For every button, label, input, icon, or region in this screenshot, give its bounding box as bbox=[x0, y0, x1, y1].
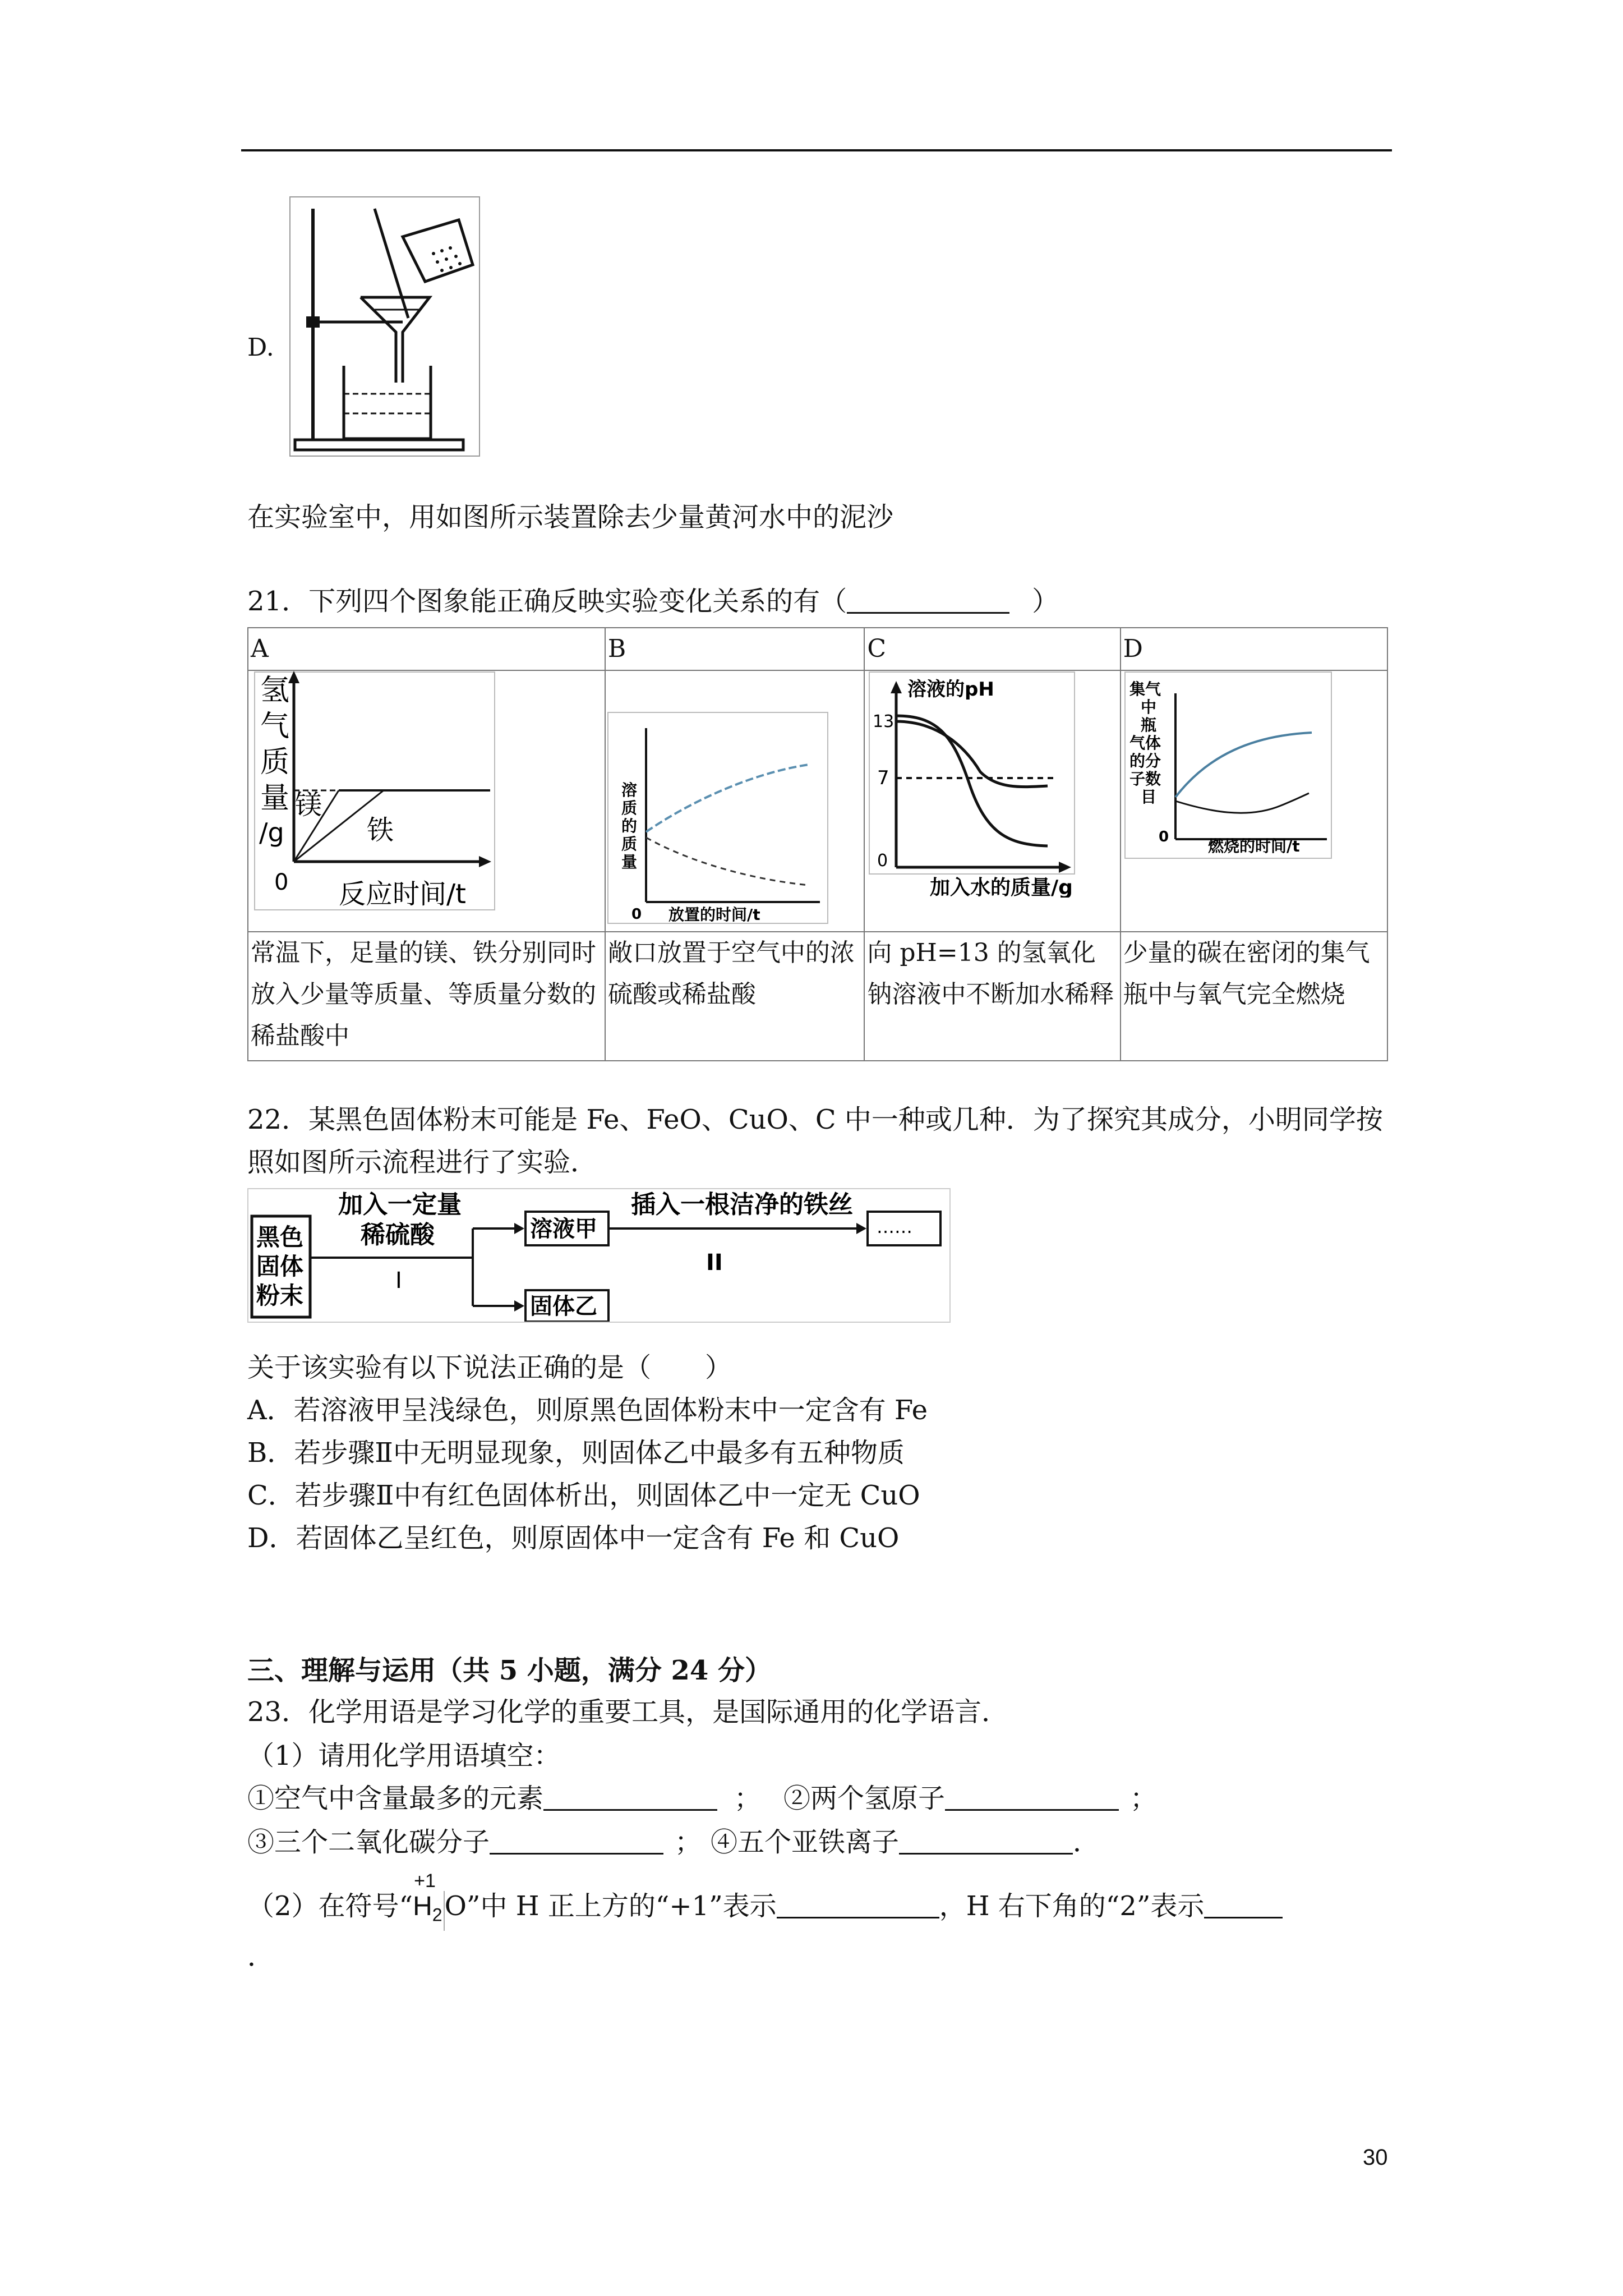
q23-blank2[interactable] bbox=[945, 1784, 1119, 1811]
graph-d-ylabel-6: 子数 bbox=[1129, 770, 1161, 788]
flow-step1: I bbox=[395, 1268, 402, 1294]
graph-a-ylabel-5: /g bbox=[259, 817, 284, 848]
graph-b-ylabel-3: 的 bbox=[621, 817, 638, 835]
q21-caption-d: 少量的碳在密闭的集气瓶中与氧气完全燃烧 bbox=[1121, 932, 1387, 1061]
graph-b-ylabel-2: 质 bbox=[621, 799, 638, 817]
q22-flow-diagram bbox=[247, 1188, 951, 1323]
flow-start-line3: 粉末 bbox=[256, 1282, 304, 1309]
q20-option-d-label: D. bbox=[247, 333, 274, 362]
graph-d bbox=[1124, 671, 1332, 859]
graph-c-tick-7: 7 bbox=[877, 767, 889, 789]
graph-d-origin: 0 bbox=[1159, 829, 1169, 845]
flow-reagent2: 插入一根洁净的铁丝 bbox=[631, 1190, 853, 1219]
graph-b bbox=[607, 711, 829, 924]
q23-blank5[interactable] bbox=[777, 1892, 939, 1918]
q23-sep3: ； bbox=[675, 1826, 702, 1858]
q23-item3: ③三个二氧化碳分子 bbox=[247, 1826, 490, 1858]
q23-part2-b: ”中 H 正上方的“+1”表示 bbox=[466, 1890, 777, 1922]
filtration-apparatus-drawing bbox=[291, 197, 479, 455]
section3-title: 三、理解与运用（共 5 小题，满分 24 分） bbox=[247, 1655, 772, 1686]
flow-result: …… bbox=[877, 1216, 912, 1237]
q21-stem bbox=[247, 586, 1059, 617]
q23-end: ． bbox=[1073, 1826, 1100, 1858]
q23-symbol-sup: +1 bbox=[414, 1870, 436, 1892]
q21-stem-text: 21．下列四个图象能正确反映实验变化关系的有（ bbox=[247, 586, 847, 617]
graph-d-svg bbox=[1124, 671, 1332, 859]
graph-d-ylabel-4: 气体 bbox=[1129, 734, 1161, 752]
graph-a-origin: 0 bbox=[274, 869, 289, 895]
q22-option-c[interactable]: C．若步骤Ⅱ中有红色固体析出，则固体乙中一定无 CuO bbox=[247, 1480, 920, 1511]
flow-solution: 溶液甲 bbox=[530, 1216, 597, 1242]
graph-b-svg bbox=[607, 711, 829, 924]
q23-part2-c: ，H 右下角的“2”表示 bbox=[939, 1890, 1205, 1922]
q21-col-a-header: A bbox=[248, 628, 605, 670]
page-number: 30 bbox=[1363, 2145, 1388, 2170]
graph-a-xlabel: 反应时间/t bbox=[339, 878, 466, 910]
q21-col-b-header: B bbox=[605, 628, 865, 670]
flow-start-line1: 黑色 bbox=[256, 1223, 304, 1251]
graph-a bbox=[249, 671, 496, 911]
q23-part2-a: （2）在符号“ bbox=[247, 1890, 413, 1922]
q23-symbol-tail: O bbox=[444, 1890, 467, 1922]
flow-start-line2: 固体 bbox=[256, 1253, 304, 1280]
graph-b-ylabel-5: 量 bbox=[621, 853, 638, 871]
flow-solid: 固体乙 bbox=[530, 1294, 597, 1319]
graph-c-ylabel: 溶液的pH bbox=[907, 678, 994, 701]
q22-stem-line1: 22．某黑色固体粉末可能是 Fe、FeO、CuO、C 中一种或几种．为了探究其成分，小明同学按 bbox=[247, 1104, 1383, 1135]
q20-option-d-caption: 在实验室中，用如图所示装置除去少量黄河水中的泥沙 bbox=[247, 501, 894, 533]
q23-sep1: ； bbox=[734, 1783, 762, 1814]
q23-part2 bbox=[247, 1870, 1283, 1931]
graph-d-ylabel-1: 集气 bbox=[1129, 680, 1161, 698]
q23-blank1[interactable] bbox=[543, 1784, 717, 1811]
graph-c-tick-13: 13 bbox=[873, 712, 895, 731]
graph-a-ylabel-4: 量 bbox=[260, 781, 290, 815]
q21-caption-c: 向 pH=13 的氢氧化钠溶液中不断加水稀释 bbox=[864, 932, 1120, 1061]
flow-step2: II bbox=[706, 1250, 723, 1276]
graph-a-label-mg: 镁 bbox=[295, 789, 322, 821]
q21-answer-blank[interactable] bbox=[847, 587, 1009, 614]
graph-c bbox=[868, 671, 1076, 898]
q22-question: 关于该实验有以下说法正确的是（ ） bbox=[247, 1352, 732, 1383]
q23-item2: ②两个氢原子 bbox=[783, 1783, 946, 1814]
graph-c-xlabel: 加入水的质量/g bbox=[930, 876, 1073, 898]
q23-symbol-main: H bbox=[413, 1892, 432, 1921]
graph-d-ylabel-2: 中 bbox=[1141, 698, 1157, 716]
graph-b-origin: 0 bbox=[631, 906, 642, 923]
graph-b-ylabel-4: 质 bbox=[621, 835, 638, 853]
q22-flow-svg bbox=[248, 1189, 949, 1322]
q23-stem: 23．化学用语是学习化学的重要工具，是国际通用的化学语言． bbox=[247, 1696, 1009, 1728]
q22-stem-line2: 照如图所示流程进行了实验． bbox=[247, 1147, 598, 1178]
graph-c-origin: 0 bbox=[877, 851, 888, 871]
q23-row2 bbox=[247, 1826, 1100, 1858]
q21-stem-close: ） bbox=[1032, 586, 1059, 617]
q23-symbol-sub: 2 bbox=[432, 1904, 442, 1925]
q23-blank4[interactable] bbox=[899, 1828, 1073, 1855]
q22-option-a[interactable]: A．若溶液甲呈浅绿色，则原黑色固体粉末中一定含有 Fe bbox=[247, 1395, 928, 1426]
q23-trailing-dot: ． bbox=[247, 1941, 275, 1972]
graph-a-label-fe: 铁 bbox=[367, 815, 394, 846]
graph-b-xlabel: 放置的时间/t bbox=[668, 905, 760, 924]
q23-sep2: ； bbox=[1130, 1783, 1158, 1814]
q23-blank6[interactable] bbox=[1204, 1892, 1283, 1918]
q23-item4: ④五个亚铁离子 bbox=[711, 1826, 900, 1858]
graph-a-ylabel-1: 氢 bbox=[260, 674, 290, 707]
q23-symbol bbox=[413, 1870, 444, 1931]
q21-caption-b: 敞口放置于空气中的浓硫酸或稀盐酸 bbox=[605, 932, 865, 1061]
filtration-apparatus-figure bbox=[289, 196, 480, 457]
q23-row1 bbox=[247, 1783, 1157, 1814]
graph-d-ylabel-5: 的分 bbox=[1129, 752, 1161, 770]
q23-blank3[interactable] bbox=[490, 1828, 663, 1855]
graph-a-svg bbox=[249, 671, 496, 911]
flow-reagent1-line1: 加入一定量 bbox=[338, 1190, 462, 1219]
graph-d-ylabel-3: 瓶 bbox=[1141, 716, 1157, 734]
q21-caption-a: 常温下，足量的镁、铁分别同时放入少量等质量、等质量分数的稀盐酸中 bbox=[248, 932, 605, 1061]
header-rule bbox=[241, 149, 1392, 151]
graph-d-xlabel: 燃烧的时间/t bbox=[1208, 837, 1300, 855]
q21-col-d-header: D bbox=[1121, 628, 1387, 670]
graph-b-ylabel-1: 溶 bbox=[621, 781, 638, 799]
flow-reagent1-line2: 稀硫酸 bbox=[361, 1221, 435, 1249]
q22-option-b[interactable]: B．若步骤Ⅱ中无明显现象，则固体乙中最多有五种物质 bbox=[247, 1437, 905, 1469]
q23-part1: （1）请用化学用语填空： bbox=[247, 1740, 561, 1772]
graph-a-ylabel-3: 质 bbox=[260, 746, 290, 779]
graph-c-svg bbox=[868, 671, 1076, 898]
q22-option-d[interactable]: D．若固体乙呈红色，则原固体中一定含有 Fe 和 CuO bbox=[247, 1522, 900, 1554]
q23-item1: ①空气中含量最多的元素 bbox=[247, 1783, 544, 1814]
graph-a-ylabel-2: 气 bbox=[260, 710, 290, 743]
graph-d-ylabel-7: 目 bbox=[1141, 788, 1157, 806]
q21-col-c-header: C bbox=[864, 628, 1120, 670]
